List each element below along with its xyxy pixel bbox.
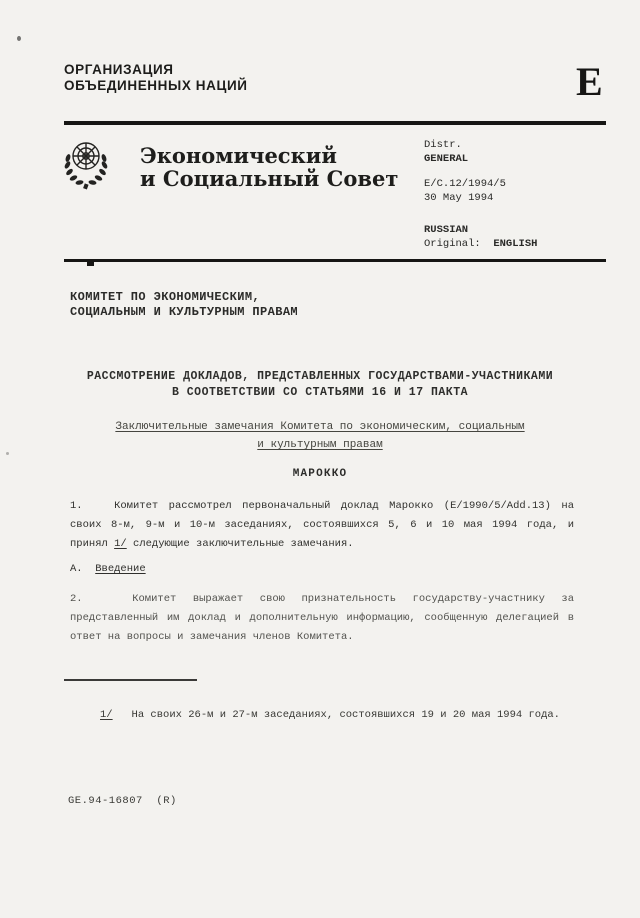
council-title (140, 144, 398, 190)
section-a-label: A. (70, 563, 96, 575)
header-rule-bottom (64, 259, 606, 262)
org-name (64, 62, 248, 94)
footnote (70, 706, 590, 724)
original-label: Original: (424, 237, 481, 250)
footnote-text: На своих 26-м и 27-м заседаниях, состоявшихся 19 и 20 мая 1994 года. (112, 709, 560, 721)
language-block (424, 224, 537, 251)
un-emblem-icon (58, 134, 114, 197)
document-title (0, 369, 640, 401)
distr-value: GENERAL (424, 152, 469, 165)
section-a-heading (70, 563, 146, 575)
document-title-line2: В СООТВЕТСТВИИ СО СТАТЬЯМИ 16 И 17 ПАКТА (171, 386, 469, 399)
subtitle-line2-text: и культурным правам (257, 439, 383, 451)
org-name-line2: ОБЪЕДИНЕННЫХ НАЦИЙ (64, 78, 248, 93)
original-value: ENGLISH (493, 237, 538, 250)
doc-symbol: E/C.12/1994/5 (424, 178, 506, 190)
footnote-reference-mark: 1/ (114, 538, 127, 550)
subtitle-line1 (0, 418, 640, 436)
doc-series-letter: E (576, 59, 603, 104)
doc-meta (424, 139, 537, 263)
distr-label: Distr. (424, 139, 462, 151)
paragraph-1 (70, 497, 574, 554)
original-language-line (424, 238, 537, 252)
subtitle-line1-text: Заключительные замечания Комитета по экономическим, социальным (115, 421, 525, 433)
distribution-block (424, 139, 537, 166)
doc-date: 30 May 1994 (424, 191, 494, 204)
scan-speck (17, 36, 21, 41)
document-title-line1: РАССМОТРЕНИЕ ДОКЛАДОВ, ПРЕДСТАВЛЕННЫХ ГОСУДАРСТВАМИ-УЧАСТНИКАМИ (86, 370, 554, 383)
symbol-block (424, 178, 537, 205)
footnote-ref: 1/ (100, 709, 113, 721)
subtitle-line2 (0, 436, 640, 454)
footnote-indent (70, 709, 100, 721)
rule-tick-artifact (87, 262, 94, 266)
document-subtitle (0, 418, 640, 454)
section-a-title: Введение (95, 563, 146, 575)
council-title-line2: и Социальный Совет (140, 166, 399, 191)
paragraph-1-text-end: следующие заключительные замечания. (126, 538, 354, 550)
footnote-separator (64, 679, 197, 681)
doc-language: RUSSIAN (424, 224, 469, 236)
paragraph-1-text: 1. Комитет рассмотрел первоначальный доклад Марокко (E/1990/5/Add.13) на своих 8-м, 9-м и 10-м заседаниях, состоявшихся 5, 6 и 10 мая 1994 года, и принял (70, 500, 574, 550)
paragraph-2: 2. Комитет выражает свою признательность государству-участнику за представленный им доклад и дополнительную информацию, сообщенную делегацией в ответ на вопросы и замечания членов Комитета. (70, 593, 574, 643)
org-name-line1: ОРГАНИЗАЦИЯ (64, 62, 174, 77)
committee-line2: СОЦИАЛЬНЫМ И КУЛЬТУРНЫМ ПРАВАМ (70, 305, 299, 319)
country-heading: МАРОККО (292, 468, 348, 480)
council-title-line1: Экономический (140, 143, 337, 168)
committee-name (70, 290, 298, 320)
header-rule-top (64, 121, 606, 125)
committee-line1: КОМИТЕТ ПО ЭКОНОМИЧЕСКИМ, (70, 290, 261, 304)
document-reference-number: GE.94-16807 (R) (68, 795, 177, 807)
